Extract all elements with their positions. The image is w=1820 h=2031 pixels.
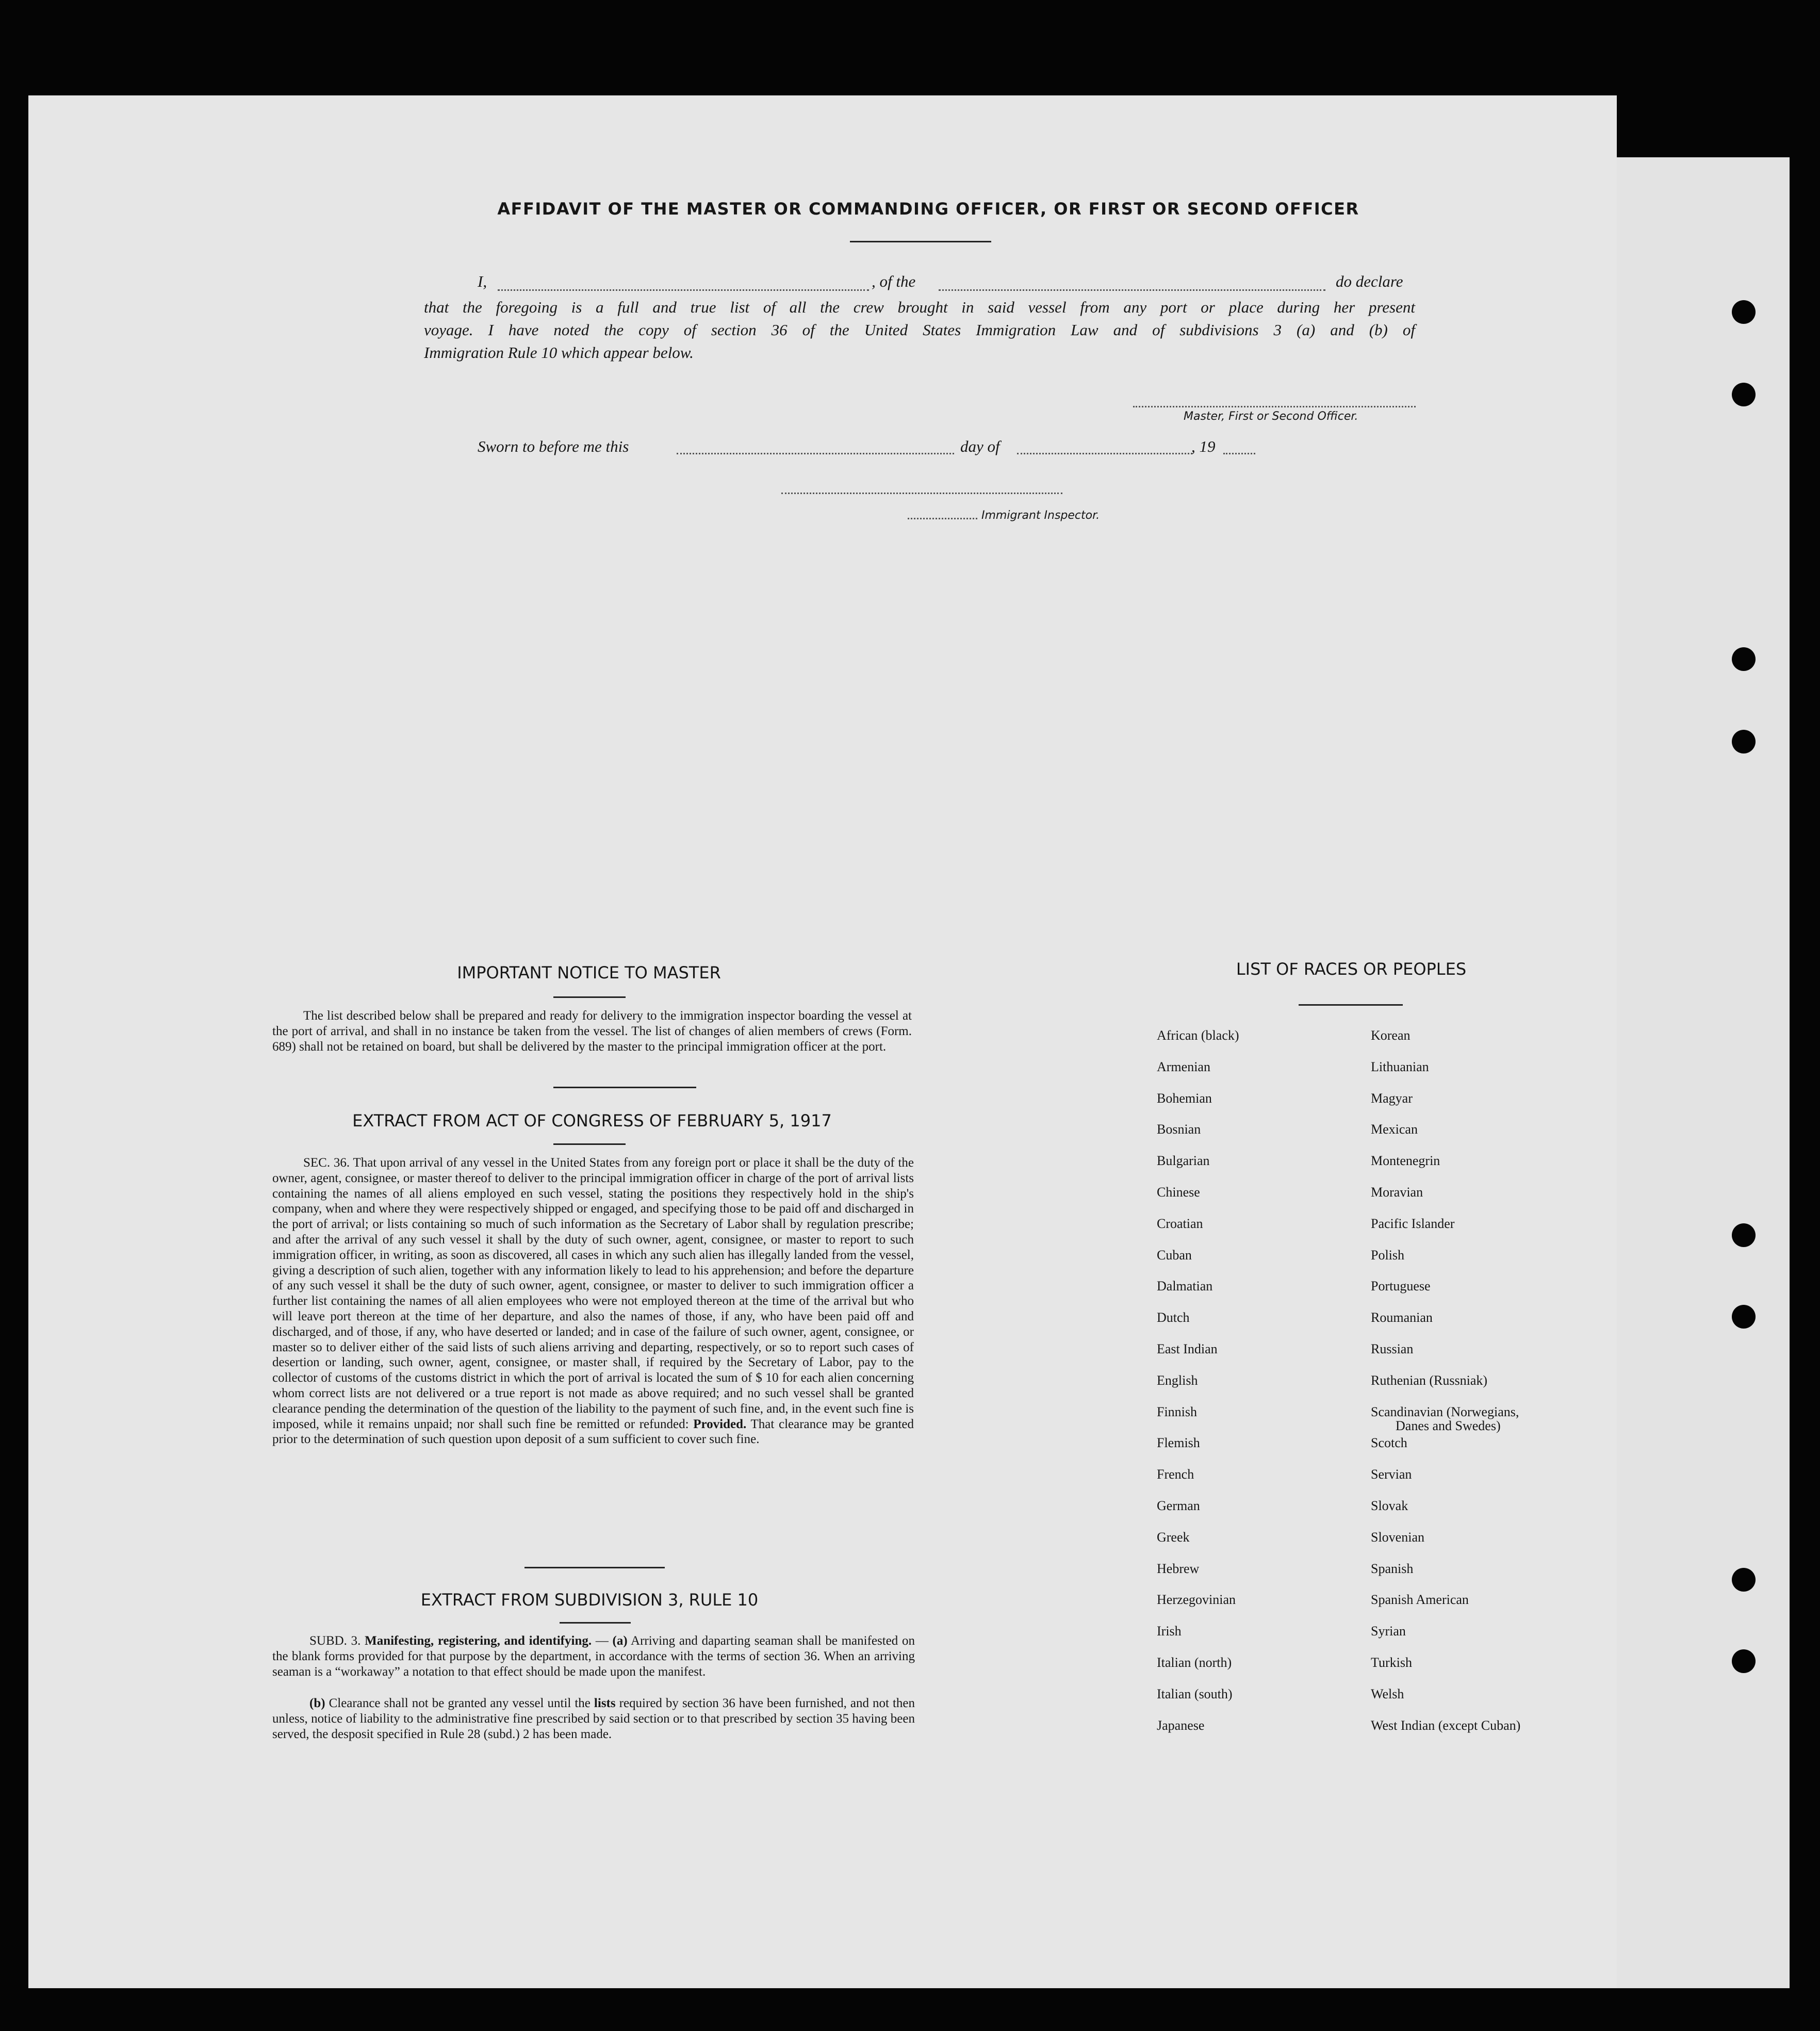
race-item: Portuguese <box>1371 1279 1431 1294</box>
notice-title: IMPORTANT NOTICE TO MASTER <box>457 963 721 982</box>
sworn-day-field[interactable] <box>677 453 954 454</box>
master-signature-caption: Master, First or Second Officer. <box>1184 410 1358 423</box>
rule-extract-para-b <box>272 1696 915 1742</box>
notice-title-rule <box>553 996 626 998</box>
race-item: Lithuanian <box>1371 1059 1429 1074</box>
race-item: Russian <box>1371 1341 1414 1356</box>
rule-extract-a-text: Arriving and daparting seaman shall be manifested on the blank forms provided for that purpose by the department, in accordance with the terms of section 36. When an arriving seaman is a “workaway” a notation to that effect should be made upon the manifest. <box>272 1634 915 1679</box>
race-item: Syrian <box>1371 1624 1406 1639</box>
master-signature-field[interactable] <box>1133 406 1416 407</box>
affidavit-body-line-3: Immigration Rule 10 which appear below. <box>424 343 694 362</box>
race-item: Finnish <box>1157 1404 1198 1419</box>
inspector-caption: Immigrant Inspector. <box>981 509 1100 522</box>
race-item: Italian (south) <box>1157 1686 1233 1701</box>
race-item: Servian <box>1371 1467 1412 1482</box>
affidavit-title-rule <box>850 241 991 242</box>
race-item: German <box>1157 1498 1200 1513</box>
race-item: Korean <box>1371 1028 1411 1043</box>
act-extract-text-main: SEC. 36. That upon arrival of any vessel in the United States from any foreign port or place it shall be the duty of the owner, agent, consignee, or master thereof to deliver to the principal immigration officer in charge of the port of arrival lists containing the names of all aliens employed en such vessel, stating the positions they respectively hold in the ship's company, when and where they were respectively shipped or engaged, and specifying those to be paid off and discharged in the port of arrival; or lists containing so much of such information as the Secretary of Labor shall by regulation prescribe; and after the arrival of any such vessel it shall by the duty of such owner, agent, consignee, or master to report to such immigration officer, in writing, as soon as discovered, all cases in which any such alien has illegally landed from the vessel, giving a description of such alien, together with any information likely to lead to his apprehension; and before the departure of any such vessel it shall be the duty of such owner, agent, consignee, or master to deliver to such immigration officer a further list containing the names of all alien employees who were not employed thereon at the time of the arrival but who will leave port thereon at the time of her departure, and also the names of those, if any, who have been paid off and discharged, and of those, if any, who have deserted or landed; and in case of the failure of such owner, agent, consignee, or master so to deliver either of the said lists of such aliens arriving and departing, respectively, or so to report such cases of desertion or landing, such owner, agent, consignee, or master shall, if required by the Secretary of Labor, pay to the collector of customs of the customs district in which the port of arrival is located the sum of $ 10 for each alien concerning whom correct lists are not delivered or a true report is not made as above required; and no such vessel shall be granted clearance pending the determination of the question of the liability to the payment of such fine, and, in the event such fine is imposed, while it remains unpaid; nor shall such fine be remitted or refunded: <box>272 1156 914 1431</box>
affidavit-body-line-1: that the foregoing is a full and true list of all the crew brought in said vessel from any port or place during her present <box>424 298 1415 316</box>
race-item: Bosnian <box>1157 1122 1201 1137</box>
inspector-signature-field[interactable] <box>781 493 1062 494</box>
race-item: Turkish <box>1371 1655 1412 1670</box>
rule-extract-bold-heading: Manifesting, registering, and identifying. <box>365 1634 592 1648</box>
race-item: Chinese <box>1157 1185 1200 1200</box>
race-item: Dutch <box>1157 1310 1190 1325</box>
binder-hole <box>1732 1568 1756 1592</box>
notice-text: The list described below shall be prepared and ready for delivery to the immigration inspector boarding the vessel at the port of arrival, and shall in no instance be taken from the vessel. The list of changes of alien members of crews (Form. 689) shall not be retained on board, but shall be delivered by the master to the principal immigration officer at the port. <box>272 1009 912 1054</box>
race-item: Scotch <box>1371 1435 1407 1451</box>
race-item: West Indian (except Cuban) <box>1371 1717 1521 1733</box>
race-item: Cuban <box>1157 1247 1192 1263</box>
race-item: Irish <box>1157 1624 1182 1639</box>
race-item: Greek <box>1157 1529 1190 1545</box>
race-item: Welsh <box>1371 1686 1404 1701</box>
affidavit-body-line-2: voyage. I have noted the copy of section 36 of the United States Immigration Law and of subdivisions 3 (a) and (b) of <box>424 321 1415 339</box>
race-item: Spanish American <box>1371 1592 1469 1608</box>
race-item: Spanish <box>1371 1561 1414 1576</box>
race-item: Roumanian <box>1371 1310 1433 1325</box>
rule-extract-a-label: (a) <box>612 1634 628 1648</box>
race-item: Croatian <box>1157 1216 1203 1231</box>
act-extract-title: EXTRACT FROM ACT OF CONGRESS OF FEBRUARY 5, 1917 <box>352 1111 832 1131</box>
race-item: East Indian <box>1157 1341 1218 1356</box>
notice-divider <box>553 1087 696 1088</box>
rule-extract-b-label: (b) <box>309 1696 325 1710</box>
binder-hole <box>1732 647 1756 671</box>
race-item: Dalmatian <box>1157 1279 1213 1294</box>
race-item: Slovenian <box>1371 1529 1424 1545</box>
race-item: Armenian <box>1157 1059 1210 1074</box>
race-item: Slovak <box>1371 1498 1408 1513</box>
sworn-year-field[interactable] <box>1223 453 1255 454</box>
rule-extract-subd-label: SUBD. 3. <box>309 1634 361 1648</box>
act-extract-divider <box>524 1567 665 1568</box>
race-item: Bulgarian <box>1157 1153 1210 1169</box>
race-item: Moravian <box>1371 1185 1423 1200</box>
race-item: Italian (north) <box>1157 1655 1232 1670</box>
inspector-prefix-field[interactable] <box>908 518 977 519</box>
race-item: Scandinavian (Norwegians, <box>1371 1404 1519 1419</box>
race-item: Danes and Swedes) <box>1396 1418 1501 1433</box>
race-item: English <box>1157 1372 1198 1388</box>
act-extract-text-end: That clearance may be granted prior to the determination of such question upon deposit of a sum sufficient to cover such fine. <box>272 1417 914 1447</box>
master-name-field[interactable] <box>498 289 869 291</box>
rule-extract-dash: — <box>595 1634 609 1648</box>
affidavit-of-the-label: , of the <box>872 272 916 290</box>
race-item: Ruthenian (Russniak) <box>1371 1372 1488 1388</box>
race-item: French <box>1157 1467 1194 1482</box>
sworn-label: Sworn to before me this <box>478 437 629 455</box>
race-item: Hebrew <box>1157 1561 1200 1576</box>
race-item: Montenegrin <box>1371 1153 1440 1169</box>
rule-extract-title-rule <box>560 1622 631 1624</box>
year-label: , 19 <box>1191 437 1216 455</box>
rule-extract-title: EXTRACT FROM SUBDIVISION 3, RULE 10 <box>420 1590 759 1610</box>
binder-hole <box>1732 1649 1756 1673</box>
race-item: Pacific Islander <box>1371 1216 1455 1231</box>
binder-hole <box>1732 730 1756 754</box>
vessel-name-field[interactable] <box>939 289 1325 291</box>
race-item: Herzegovinian <box>1157 1592 1236 1608</box>
affidavit-title: AFFIDAVIT OF THE MASTER OR COMMANDING OFFICER, OR FIRST OR SECOND OFFICER <box>497 199 1359 219</box>
race-item: African (black) <box>1157 1028 1239 1043</box>
affidavit-do-declare-label: do declare <box>1336 272 1403 290</box>
race-item: Bohemian <box>1157 1090 1212 1106</box>
rule-extract-para-a <box>272 1633 915 1679</box>
races-title: LIST OF RACES OR PEOPLES <box>1236 959 1467 979</box>
race-item: Japanese <box>1157 1717 1205 1733</box>
day-of-label: day of <box>960 437 1000 455</box>
rule-extract-b-text-1: Clearance shall not be granted any vessel until the <box>329 1696 591 1710</box>
binder-hole <box>1732 1305 1756 1329</box>
act-extract-provided: Provided. <box>693 1417 747 1431</box>
race-item: Polish <box>1371 1247 1405 1263</box>
rule-extract-b-text-2: required by section 36 have been furnished, and not then unless, notice of liability to the administrative fine prescribed by said section or to that prescribed by section 35 having been served, the desposit specified in Rule 28 (subd.) 2 has been made. <box>272 1696 915 1741</box>
binder-hole <box>1732 300 1756 324</box>
affidavit-i-label: I, <box>478 272 487 290</box>
binder-hole <box>1732 1223 1756 1247</box>
binder-hole <box>1732 383 1756 406</box>
act-extract-title-rule <box>553 1143 626 1145</box>
race-item: Flemish <box>1157 1435 1200 1451</box>
act-extract-text <box>272 1155 914 1447</box>
race-item: Magyar <box>1371 1090 1413 1106</box>
race-item: Mexican <box>1371 1122 1418 1137</box>
races-title-rule <box>1299 1004 1403 1006</box>
sworn-month-field[interactable] <box>1017 453 1192 454</box>
rule-extract-b-lists: lists <box>594 1696 616 1710</box>
sheet-tab-edge <box>1617 157 1790 1988</box>
